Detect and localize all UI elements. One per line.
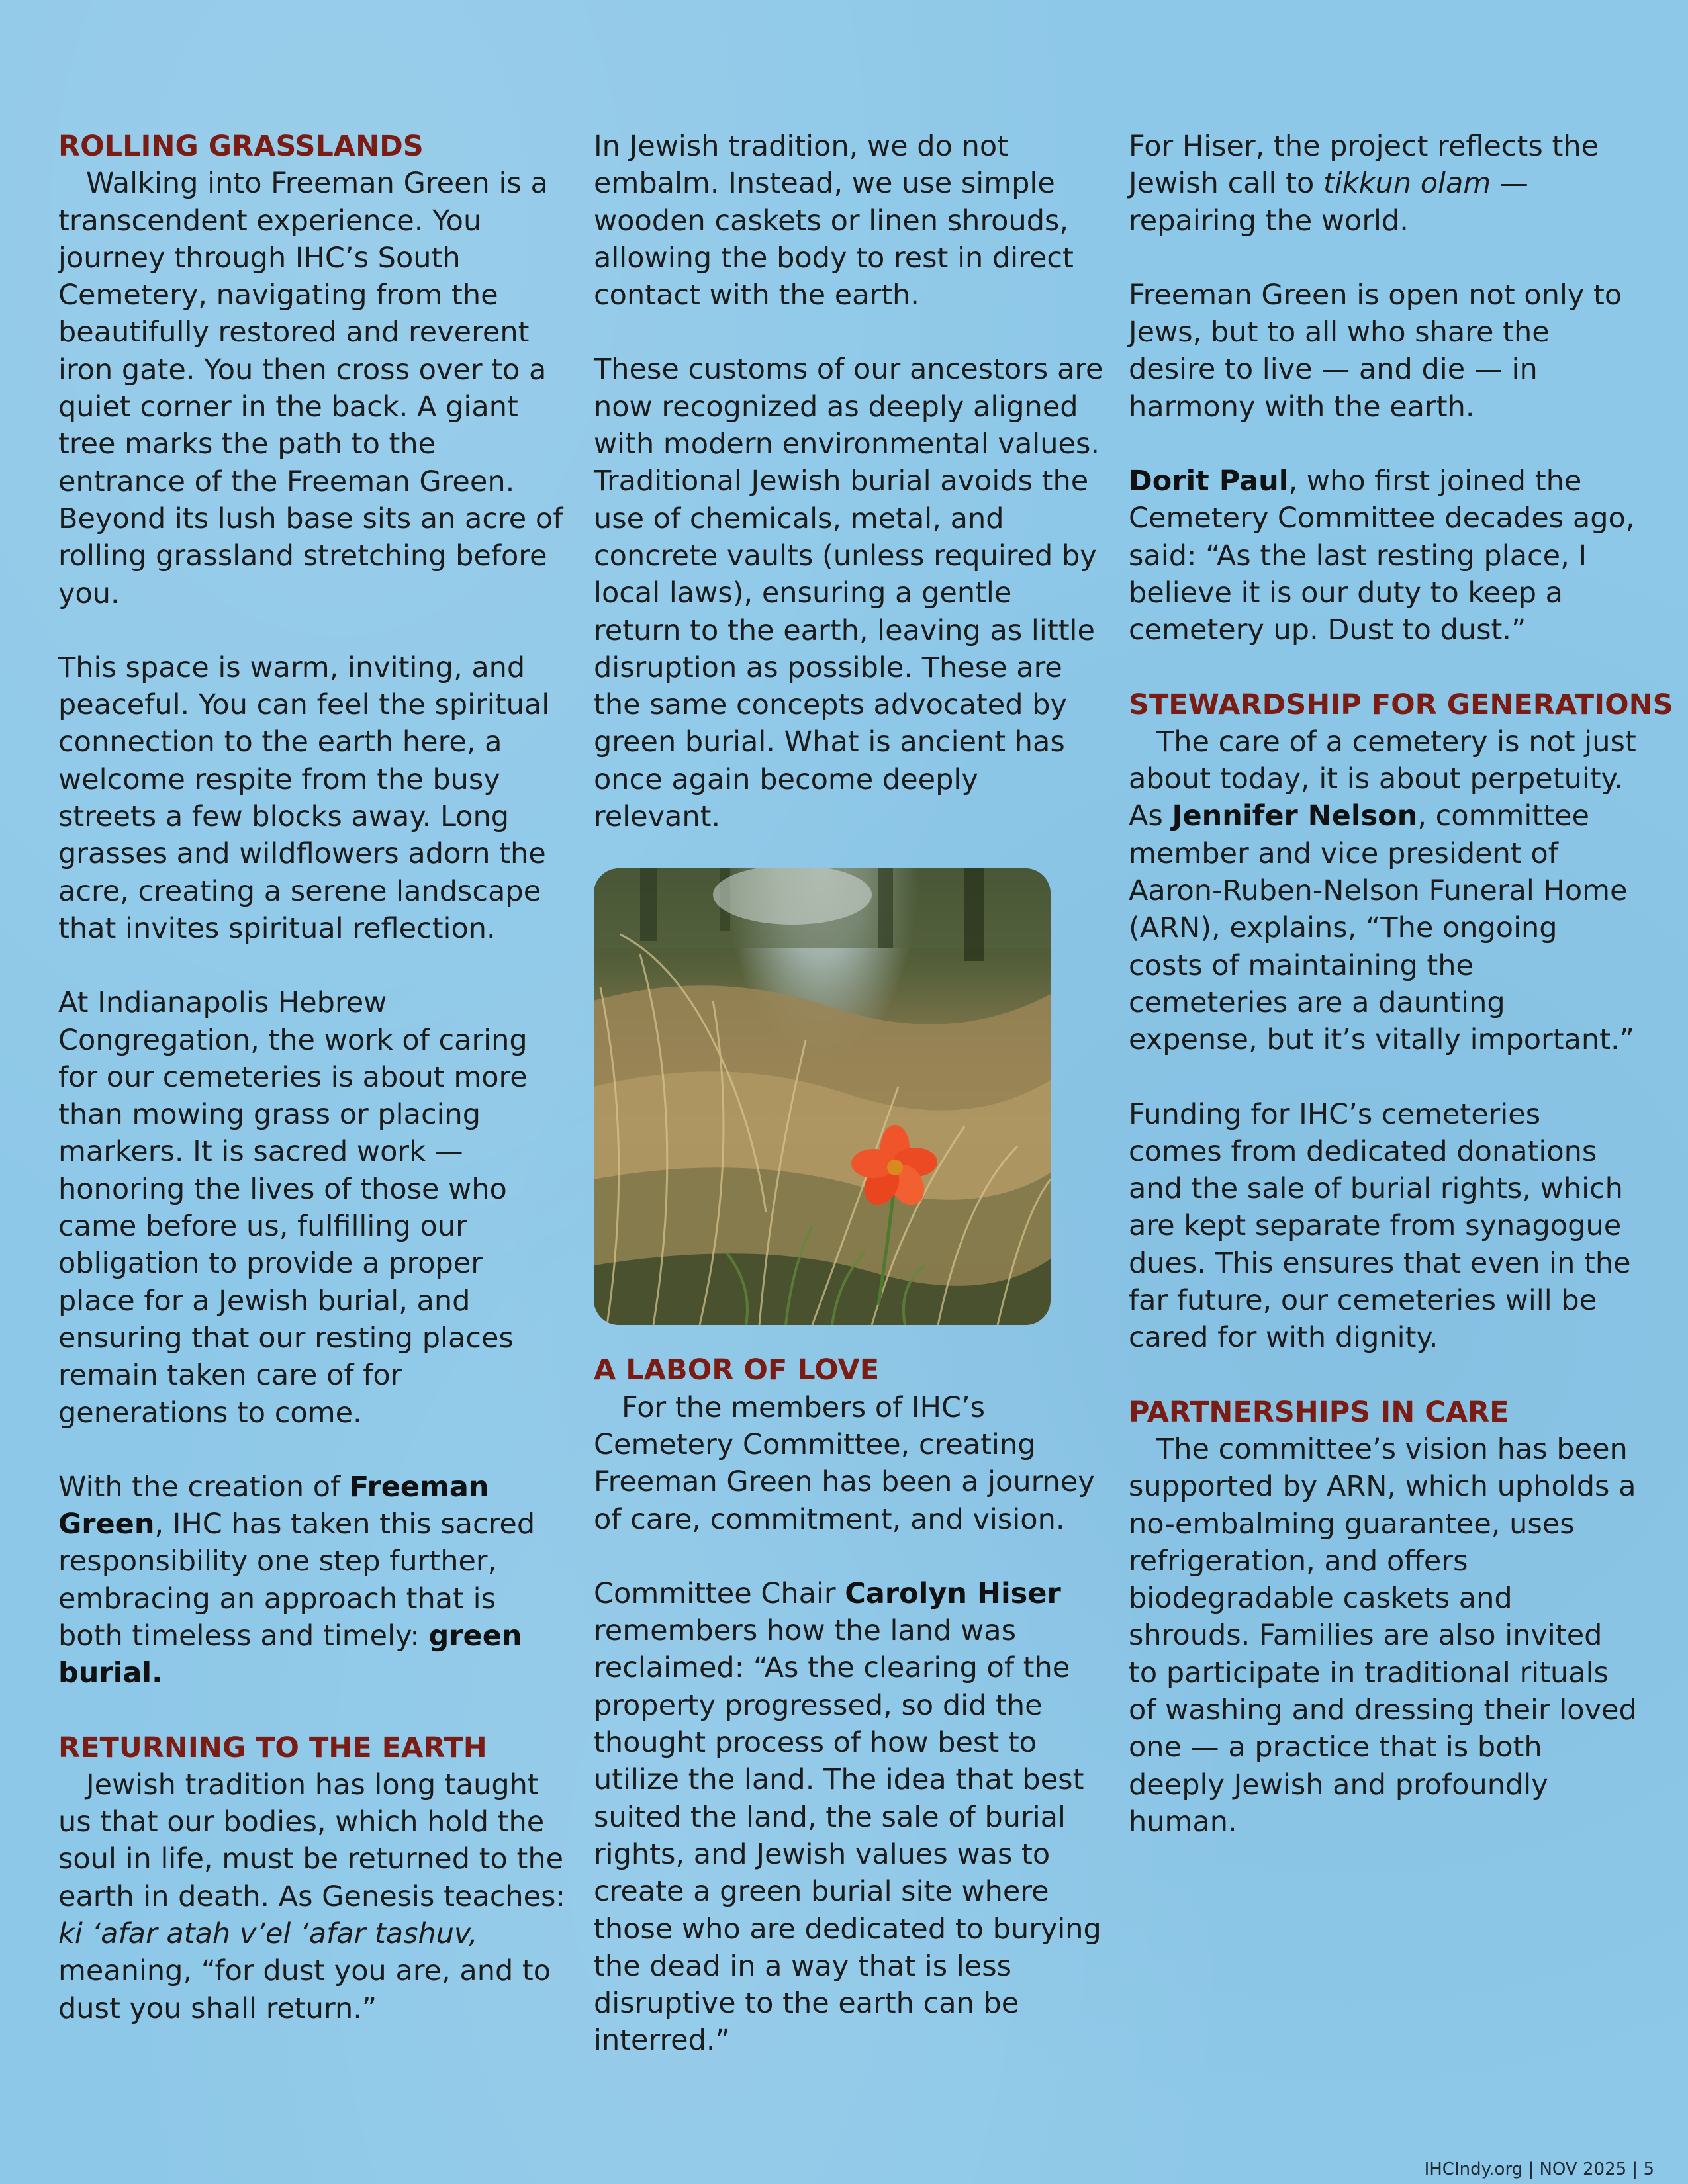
- bold-dorit-paul: Dorit Paul: [1129, 465, 1289, 498]
- text-run: , IHC has taken this sacred responsibility one step further, embracing an approach that is both timeless and timely:: [58, 1508, 536, 1653]
- paragraph-open-to-all: Freeman Green is open not only to Jews, but to all who share the desire to live — and die — in harmony with the earth.: [1129, 278, 1622, 424]
- paragraph-tradition-1: In Jewish tradition, we do not embalm. Instead, we use simple wooden caskets or linen shrouds, allowing the body to rest in direct contact with the earth.: [594, 130, 1074, 312]
- text-run: , who first joined the Cemetery Committee decades ago, said: “As the last resting place, I believe it is our duty to keep a cemetery up. Dust to dust.”: [1129, 465, 1635, 647]
- paragraph-labor-1: For the members of IHC’s Cemetery Committee, creating Freeman Green has been a journey of care, commitment, and vision.: [594, 1390, 1095, 1536]
- bold-carolyn-hiser: Carolyn Hiser: [845, 1576, 1061, 1610]
- paragraph-partnerships-1: The committee’s vision has been supported by ARN, which upholds a no-embalming guarantee, uses refrigeration, and offers biodegradable caskets and shrouds. Families are also invited to participate in traditional rituals of washing and dressing their loved one — a practice that is both deeply Jewish and profoundly human.: [1129, 1432, 1637, 1839]
- heading-returning-to-the-earth: RETURNING TO THE EARTH: [58, 1731, 487, 1764]
- paragraph-dorit-paul: [1129, 463, 1638, 649]
- text-run: Committee Chair: [594, 1576, 845, 1610]
- page-footer: IHCIndy.org | NOV 2025 | 5: [1424, 2160, 1654, 2179]
- bold-freeman-green: Freeman Green: [58, 1470, 489, 1541]
- paragraph-rolling-3: At Indianapolis Hebrew Congregation, the work of caring for our cemeteries is about more than mowing grass or placing markers. It is sacred work — honoring the lives of those who came before us, fulfilling our obligation to provide a proper place for a Jewish burial, and ensuring that our resting places remain taken care of for generations to come.: [58, 986, 528, 1430]
- wildflower-photo-illustration: [594, 868, 1051, 1325]
- bold-jennifer-nelson: Jennifer Nelson: [1172, 799, 1418, 833]
- text-run: , committee member and vice president of Aaron-Ruben-Nelson Funeral Home (ARN), explains, “The ongoing costs of maintaining the cemeteries are a daunting expense, but it’s vitally important.”: [1129, 799, 1634, 1057]
- bold-green-burial: green burial.: [58, 1619, 522, 1690]
- article-column-2: [594, 128, 1103, 2060]
- wildflower-photo: [594, 868, 1051, 1325]
- paragraph-stewardship-1: [1129, 723, 1638, 1059]
- text-run: meaning, “for dust you are, and to dust you shall return.”: [58, 1954, 551, 2025]
- text-run: With the creation of: [58, 1470, 350, 1504]
- heading-partnerships-in-care: PARTNERSHIPS IN CARE: [1129, 1395, 1509, 1429]
- italic-tikkun-olam: tikkun olam: [1323, 167, 1491, 201]
- paragraph-returning-1: [58, 1766, 568, 2027]
- paragraph-rolling-1: Walking into Freeman Green is a transcendent experience. You journey through IHC’s South Cemetery, navigating from the beautifully restored and reverent iron gate. You then cross over to a quiet corner in the back. A giant tree marks the path to the entrance of the Freeman Green. Beyond its lush base sits an acre of rolling grassland stretching before you.: [58, 167, 563, 610]
- paragraph-stewardship-2: Funding for IHC’s cemeteries comes from dedicated donations and the sale of burial rights, which are kept separate from synagogue dues. This ensures that even in the far future, our cemeteries will be cared for with dignity.: [1129, 1097, 1631, 1355]
- paragraph-tradition-2: These customs of our ancestors are now recognized as deeply aligned with modern environmental values. Traditional Jewish burial avoids the use of chemicals, metal, and concrete vaults (unless required by local laws), ensuring a gentle return to the earth, leaving as little disruption as possible. These are the same concepts advocated by green burial. What is ancient has once again become deeply relevant.: [594, 353, 1103, 834]
- article-column-3: [1129, 128, 1673, 1841]
- heading-a-labor-of-love: A LABOR OF LOVE: [594, 1353, 880, 1387]
- text-run: remembers how the land was reclaimed: “As the clearing of the property progressed, so did the thought process of how best to utilize the land. The idea that best suited the land, the sale of burial rights, and Jewish values was to create a green burial site where those who are dedicated to burying the dead in a way that is less disruptive to the earth can be interred.”: [594, 1614, 1102, 2058]
- paragraph-rolling-2: This space is warm, inviting, and peaceful. You can feel the spiritual connection to the earth here, a welcome respite from the busy streets a few blocks away. Long grasses and wildflowers adorn the acre, creating a serene landscape that invites spiritual reflection.: [58, 651, 550, 945]
- article-column-1: [58, 128, 568, 2027]
- heading-stewardship-for-generations: STEWARDSHIP FOR GENERATIONS: [1129, 688, 1673, 721]
- paragraph-hiser-1: [1129, 128, 1638, 240]
- paragraph-rolling-4: [58, 1469, 568, 1692]
- text-run: The care of a cemetery is not just about today, it is about perpetuity. As: [1129, 725, 1636, 833]
- text-run: Jewish tradition has long taught us that our bodies, which hold the soul in life, must be returned to the earth in death. As Genesis teaches:: [58, 1768, 565, 1913]
- text-run: For Hiser, the project reflects the Jewish call to: [1129, 130, 1599, 201]
- heading-rolling-grasslands: ROLLING GRASSLANDS: [58, 130, 424, 163]
- italic-hebrew-quote: ki ‘afar atah v’el ‘afar tashuv,: [58, 1917, 478, 1951]
- paragraph-labor-2: [594, 1575, 1103, 2060]
- text-run: — repairing the world.: [1129, 167, 1528, 238]
